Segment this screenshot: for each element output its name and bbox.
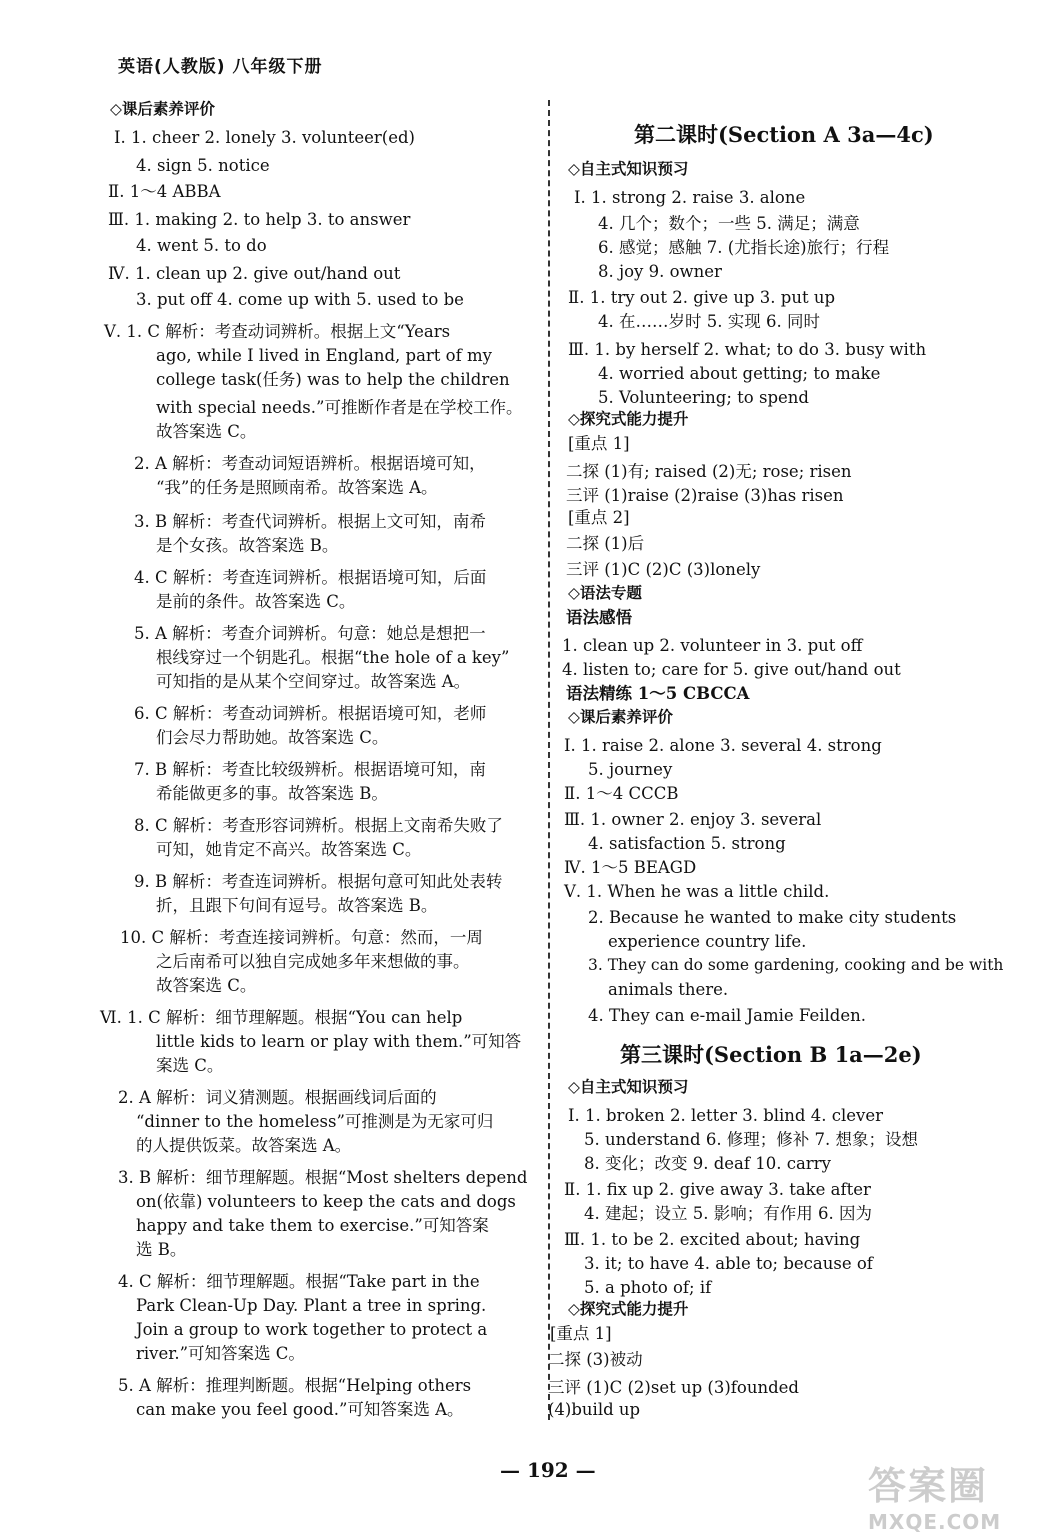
key-point-label: [重点 2]	[568, 508, 630, 527]
answer-line: Ⅰ. 1. raise 2. alone 3. several 4. strong	[564, 736, 882, 755]
answer-line: on(依靠) volunteers to keep the cats and dogs	[136, 1192, 516, 1211]
answer-line: 3. it; to have 4. able to; because of	[584, 1254, 873, 1273]
answer-line: can make you feel good.”可知答案选 A。	[136, 1400, 464, 1419]
key-point-label: [重点 1]	[550, 1324, 612, 1343]
answer-line: 故答案选 C。	[156, 976, 257, 995]
answer-line: 4. C 解析：考查连词辨析。根据语境可知，后面	[134, 568, 487, 587]
answer-line: animals there.	[608, 980, 729, 999]
answer-line: 5. a photo of; if	[584, 1278, 712, 1297]
answer-line: 是前的条件。故答案选 C。	[156, 592, 356, 611]
page-header: 英语(人教版) 八年级下册	[118, 57, 323, 77]
answer-line: Ⅰ. 1. cheer 2. lonely 3. volunteer(ed)	[114, 128, 415, 147]
answer-line: 二探 (1)后	[566, 534, 645, 553]
watermark-top-text: 答案圈	[868, 1464, 989, 1508]
answer-line: river.”可知答案选 C。	[136, 1344, 305, 1363]
answer-line: with special needs.”可推断作者是在学校工作。	[156, 398, 523, 417]
answer-line: 8. joy 9. owner	[598, 262, 722, 281]
answer-line: 10. C 解析：考查连接词辨析。句意：然而，一周	[120, 928, 483, 947]
answer-line: 折，且跟下句间有逗号。故答案选 B。	[156, 896, 438, 915]
answer-line: 故答案选 C。	[156, 422, 257, 441]
answer-line: 5. A 解析：考查介词辨析。句意：她总是想把一	[134, 624, 486, 643]
answer-line: 7. B 解析：考查比较级辨析。根据语境可知，南	[134, 760, 486, 779]
answer-line: 根线穿过一个钥匙孔。根据“the hole of a key”	[156, 648, 510, 667]
section-heading: ◇自主式知识预习	[568, 1078, 689, 1096]
lesson-title: 第二课时(Section A 3a—4c)	[634, 122, 934, 147]
answer-line: Ⅴ. 1. C 解析：考查动词辨析。根据上文“Years	[104, 322, 451, 341]
column-divider	[548, 100, 550, 1420]
answer-line: 4. They can e-mail Jamie Feilden.	[588, 1006, 866, 1025]
answer-line: 4. 建起；设立 5. 影响；有作用 6. 因为	[584, 1204, 872, 1223]
answer-line: Ⅰ. 1. strong 2. raise 3. alone	[574, 188, 806, 207]
answer-line: ago, while I lived in England, part of my	[156, 346, 492, 365]
answer-line: “我”的任务是照顾南希。故答案选 A。	[156, 478, 438, 497]
answer-line: Ⅱ. 1～4 ABBA	[108, 182, 221, 201]
answer-line: Ⅱ. 1. fix up 2. give away 3. take after	[564, 1180, 871, 1199]
answer-line: 可知指的是从某个空间穿过。故答案选 A。	[156, 672, 471, 691]
answer-line: (4)build up	[548, 1400, 641, 1419]
answer-line: Ⅴ. 1. When he was a little child.	[564, 882, 830, 901]
answer-line: Ⅲ. 1. making 2. to help 3. to answer	[108, 210, 411, 229]
section-heading: ◇课后素养评价	[568, 708, 673, 726]
answer-line: “dinner to the homeless”可推测是为无家可归	[136, 1112, 494, 1131]
answer-line: 三评 (1)C (2)C (3)lonely	[566, 560, 761, 579]
answer-line: 希能做更多的事。故答案选 B。	[156, 784, 388, 803]
answer-line: 8. C 解析：考查形容词辨析。根据上文南希失败了	[134, 816, 503, 835]
answer-line: 3. They can do some gardening, cooking and be with	[588, 956, 1004, 974]
answer-line: 的人提供饭菜。故答案选 A。	[136, 1136, 352, 1155]
answer-line: 6. C 解析：考查动词辨析。根据语境可知，老师	[134, 704, 487, 723]
section-heading: ◇探究式能力提升	[568, 410, 689, 428]
answer-line: Ⅳ. 1. clean up 2. give out/hand out	[108, 264, 401, 283]
answer-line: 4. sign 5. notice	[136, 156, 270, 175]
section-heading: ◇语法专题	[568, 584, 642, 602]
answer-line: 三评 (1)raise (2)raise (3)has risen	[566, 486, 844, 505]
answer-line: 4. listen to; care for 5. give out/hand out	[562, 660, 901, 679]
answer-line: Ⅵ. 1. C 解析：细节理解题。根据“You can help	[100, 1008, 463, 1027]
answer-line: 4. 几个；数个；一些 5. 满足；满意	[598, 214, 860, 233]
answer-line: 5. Volunteering; to spend	[598, 388, 809, 407]
answer-line: 语法精练 1～5 CBCCA	[566, 684, 750, 703]
watermark-logo	[868, 1455, 1028, 1534]
answer-line: 5. understand 6. 修理；修补 7. 想象；设想	[584, 1130, 919, 1149]
lesson-title: 第三课时(Section B 1a—2e)	[620, 1042, 922, 1067]
answer-line: 2. A 解析：考查动词短语辨析。根据语境可知，	[134, 454, 486, 473]
answer-line: 3. B 解析：细节理解题。根据“Most shelters depend	[118, 1168, 528, 1187]
answer-line: 2. Because he wanted to make city students	[588, 908, 957, 927]
answer-line: Ⅱ. 1. try out 2. give up 3. put up	[568, 288, 836, 307]
answer-line: 5. A 解析：推理判断题。根据“Helping others	[118, 1376, 472, 1395]
answer-line: Ⅲ. 1. owner 2. enjoy 3. several	[564, 810, 822, 829]
answer-line: 2. A 解析：词义猜测题。根据画线词后面的	[118, 1088, 437, 1107]
answer-line: experience country life.	[608, 932, 807, 951]
answer-line: 案选 C。	[156, 1056, 224, 1075]
answer-line: 8. 变化；改变 9. deaf 10. carry	[584, 1154, 831, 1173]
answer-line: Park Clean-Up Day. Plant a tree in spring.	[136, 1296, 487, 1315]
answer-line: 可知，她肯定不高兴。故答案选 C。	[156, 840, 422, 859]
answer-line: 3. B 解析：考查代词辨析。根据上文可知，南希	[134, 512, 486, 531]
answer-line: little kids to learn or play with them.”可知答	[156, 1032, 522, 1051]
answer-line: 二探 (3)被动	[548, 1350, 643, 1369]
answer-line: Ⅲ. 1. by herself 2. what; to do 3. busy with	[568, 340, 927, 359]
watermark-bottom-text: MXQE.COM	[868, 1510, 1002, 1534]
answer-line: 1. clean up 2. volunteer in 3. put off	[562, 636, 863, 655]
answer-line: Ⅱ. 1～4 CCCB	[564, 784, 679, 803]
answer-line: Ⅲ. 1. to be 2. excited about; having	[564, 1230, 861, 1249]
section-heading: ◇课后素养评价	[110, 100, 215, 118]
subsection-label: 语法感悟	[566, 608, 632, 627]
answer-line: 4. satisfaction 5. strong	[588, 834, 786, 853]
answer-line: 3. put off 4. come up with 5. used to be	[136, 290, 464, 309]
answer-line: 是个女孩。故答案选 B。	[156, 536, 339, 555]
answer-line: 4. 在……岁时 5. 实现 6. 同时	[598, 312, 820, 331]
answer-line: college task(任务) was to help the children	[156, 370, 510, 389]
answer-line: Ⅳ. 1～5 BEAGD	[564, 858, 697, 877]
answer-line: Ⅰ. 1. broken 2. letter 3. blind 4. clever	[568, 1106, 883, 1125]
answer-line: 5. journey	[588, 760, 673, 779]
page-number: — 192 —	[500, 1458, 596, 1482]
answer-line: 二探 (1)有; raised (2)无; rose; risen	[566, 462, 852, 481]
answer-line: 之后南希可以独自完成她多年来想做的事。	[156, 952, 470, 971]
answer-line: 4. worried about getting; to make	[598, 364, 881, 383]
answer-line: 4. C 解析：细节理解题。根据“Take part in the	[118, 1272, 480, 1291]
section-heading: ◇自主式知识预习	[568, 160, 689, 178]
answer-line: Join a group to work together to protect a	[136, 1320, 488, 1339]
answer-line: 6. 感觉；感触 7. (尤指长途)旅行；行程	[598, 238, 890, 257]
answer-line: 选 B。	[136, 1240, 187, 1259]
answer-line: 们会尽力帮助她。故答案选 C。	[156, 728, 389, 747]
answer-line: 4. went 5. to do	[136, 236, 267, 255]
answer-line: happy and take them to exercise.”可知答案	[136, 1216, 489, 1235]
answer-line: 9. B 解析：考查连词辨析。根据句意可知此处表转	[134, 872, 503, 891]
section-heading: ◇探究式能力提升	[568, 1300, 689, 1318]
key-point-label: [重点 1]	[568, 434, 630, 453]
answer-line: 三评 (1)C (2)set up (3)founded	[548, 1378, 799, 1397]
